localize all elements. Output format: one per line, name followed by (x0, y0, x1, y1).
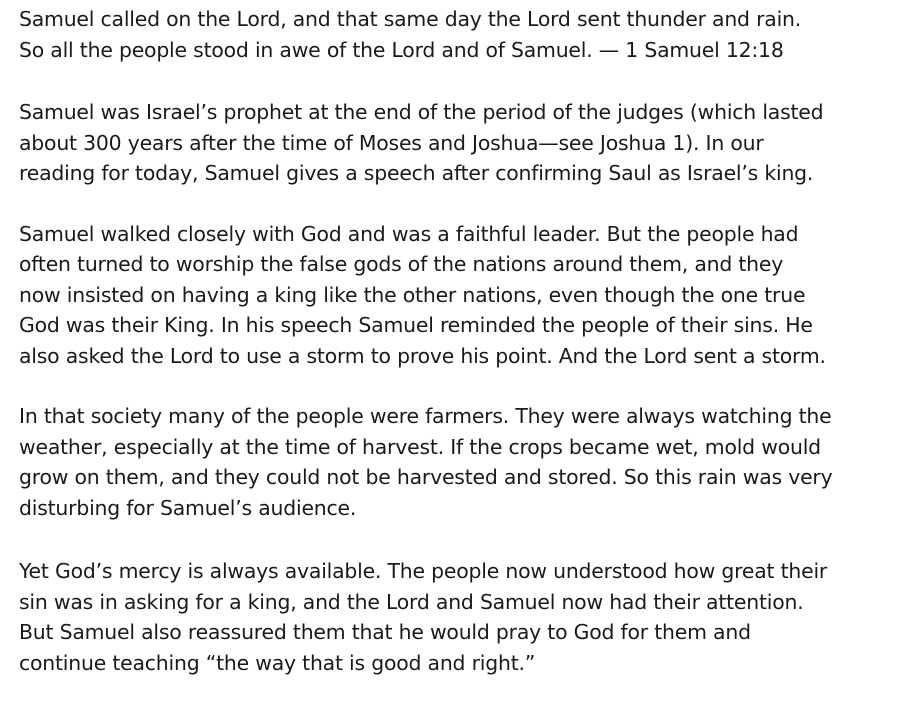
text-line: now insisted on having a king like the other nations, even though the one true (19, 282, 806, 307)
text-line: sin was in asking for a king, and the Lord and Samuel now had their attention. (19, 589, 804, 614)
text-line: Yet God’s mercy is always available. The people now understood how great their (19, 559, 828, 583)
text-line: Samuel called on the Lord, and that same day the Lord sent thunder and rain. (19, 7, 802, 31)
text-line: grow on them, and they could not be harvested and stored. So this rain was very (19, 465, 833, 489)
scripture-quote-paragraph (19, 4, 894, 65)
text-line: about 300 years after the time of Moses and Joshua—see Joshua 1). In our (19, 130, 764, 155)
text-line: weather, especially at the time of harvest. If the crops became wet, mold would (19, 434, 821, 459)
text-line: often turned to worship the false gods of the nations around them, and they (19, 252, 784, 276)
body-paragraph (19, 556, 894, 678)
text-line: So all the people stood in awe of the Lord and of Samuel. — 1 Samuel 12:18 (19, 37, 784, 62)
devotional-text (19, 4, 894, 708)
text-line: But Samuel also reassured them that he would pray to God for them and (19, 620, 751, 644)
text-line: reading for today, Samuel gives a speech after confirming Saul as Israel’s king. (19, 161, 814, 185)
text-line: Samuel was Israel’s prophet at the end of the period of the judges (which lasted (19, 100, 824, 124)
text-line: continue teaching “the way that is good and right.” (19, 650, 536, 675)
body-paragraph (19, 219, 894, 372)
text-line: disturbing for Samuel’s audience. (19, 495, 357, 520)
body-paragraph (19, 401, 894, 523)
body-paragraph (19, 97, 894, 189)
text-line: Samuel walked closely with God and was a faithful leader. But the people had (19, 221, 799, 246)
text-line: In that society many of the people were farmers. They were always watching the (19, 404, 832, 428)
text-line: God was their King. In his speech Samuel reminded the people of their sins. He (19, 313, 813, 337)
text-line: also asked the Lord to use a storm to prove his point. And the Lord sent a storm. (19, 343, 826, 368)
